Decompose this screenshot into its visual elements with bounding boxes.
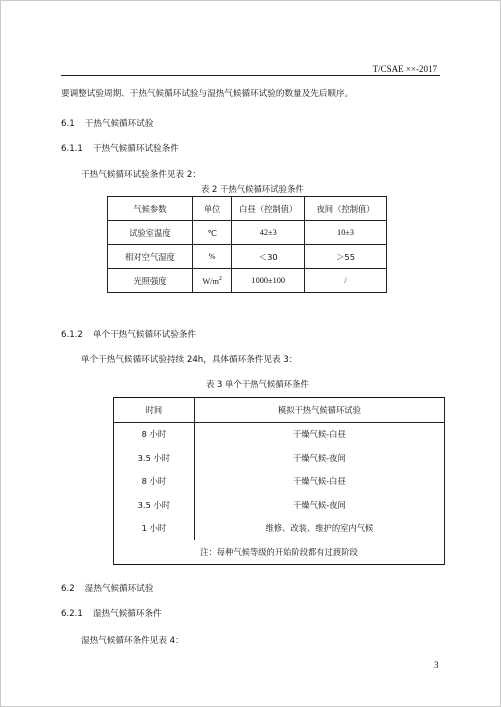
table-cell: % [192,245,231,269]
intro-paragraph: 要调整试验周期、干热气候循环试验与湿热气候循环试验的数量及先后顺序。 [61,89,354,99]
unit-base: W/m [202,276,219,286]
table3-caption: 表 3 单个干热气候循环条件 [206,379,309,389]
table-cell: 光照强度 [108,269,193,293]
table-row [114,422,445,446]
table-cell: ＜30 [232,245,305,269]
table-header-cell: 夜间（控制值） [305,197,387,221]
table-cell: 试验室温度 [108,221,193,245]
section-number: 6.1.2 [61,330,83,340]
table-cell: 8 小时 [114,470,195,494]
unit-superscript: 2 [218,275,222,282]
section-6-1-1-heading [61,142,179,154]
table-cell: 1 小时 [114,517,195,541]
table-header-row [114,398,445,423]
table-cell: 相对空气湿度 [108,245,193,269]
table-row [108,221,387,245]
table-note: 注：每种气候等级的开始阶段都有过渡阶段 [114,540,445,564]
table-note-row [114,540,445,564]
table-cell: 8 小时 [114,422,195,446]
table-row [114,446,445,470]
table-cell: 3.5 小时 [114,446,195,470]
table-cell: 1000±100 [232,269,305,293]
table-cell: 维修、改装、维护的室内气候 [194,517,444,541]
table-cell: / [305,269,387,293]
table-header-cell: 时间 [114,398,195,423]
page-number: 3 [434,660,439,670]
table-row [108,245,387,269]
header-rule [61,75,440,76]
section-number: 6.2.1 [61,609,83,619]
table-row [114,470,445,494]
table-cell: 10±3 [305,221,387,245]
table-row [108,269,387,293]
table-cell: ＞55 [305,245,387,269]
standard-code: T/CSAE ××-2017 [372,64,437,74]
table-cell: 干燥气候-白昼 [194,470,444,494]
section-title: 干热气候循环试验 [84,119,154,129]
table-row [114,493,445,517]
table-cell: 3.5 小时 [114,493,195,517]
section-title: 湿热气候循环试验 [84,584,154,594]
section-number: 6.2 [61,584,75,594]
table-cell: 干燥气候-夜间 [194,446,444,470]
section-6-1-heading [61,117,153,129]
section-title: 单个干热气候循环试验条件 [92,330,197,340]
section-6-1-2-heading [61,328,196,340]
section-number: 6.1.1 [61,144,83,154]
section-6-2-1-text: 湿热气候循环条件见表 4： [81,636,184,646]
table-cell: ℃ [192,221,231,245]
table-header-cell: 白昼（控制值） [232,197,305,221]
section-6-2-heading [61,582,153,594]
section-title: 干热气候循环试验条件 [92,144,179,154]
table-cell [192,269,231,293]
table-header-row [108,197,387,221]
section-6-2-1-heading [61,607,162,619]
table-header-cell: 模拟干热气候循环试验 [194,398,444,423]
table-cell: 干燥气候-夜间 [194,493,444,517]
table2 [107,196,387,293]
table2-caption: 表 2 干热气候循环试验条件 [201,184,304,194]
table-header-cell: 单位 [192,197,231,221]
table-header-cell: 气候参数 [108,197,193,221]
section-6-1-1-text: 干热气候循环试验条件见表 2： [81,170,201,180]
table-row [114,517,445,541]
table3 [113,397,445,565]
section-6-1-2-text: 单个干热气候循环试验持续 24h，具体循环条件见表 3： [81,355,298,365]
section-number: 6.1 [61,119,75,129]
table-cell: 干燥气候-白昼 [194,422,444,446]
section-title: 湿热气候循环条件 [92,609,162,619]
table-cell: 42±3 [232,221,305,245]
